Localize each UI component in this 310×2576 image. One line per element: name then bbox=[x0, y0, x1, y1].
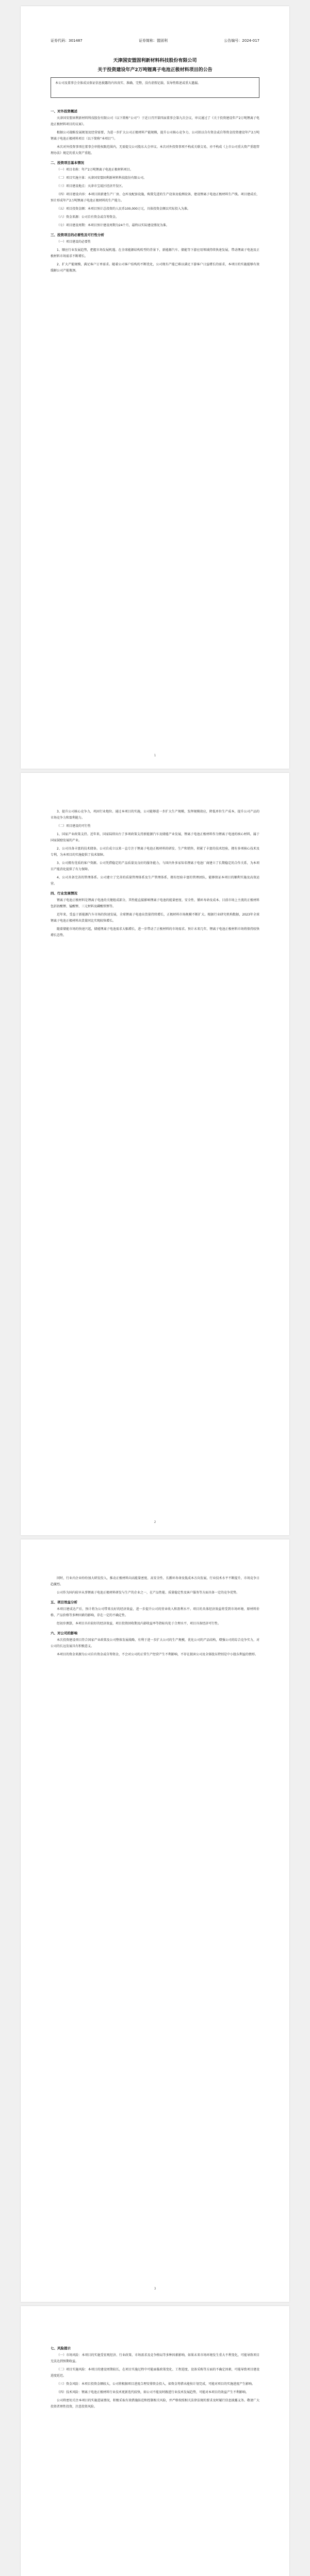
paragraph: 1、顺应行业发展趋势，把握市场发展机遇。在全球能源结构转型的背景下，新能源汽车、储能等下游应用领域持续快速发展，带动锂离子电池及正极材料市场需求不断增长。 bbox=[51, 248, 259, 258]
paragraph: 本项目建成达产后，预计将为公司带来良好的经济效益，进一步提升公司的营业收入和盈利水平。项目的具体经济效益将受到市场环境、原材料价格、产品价格等多种因素的影响，存在一定的不确定性。 bbox=[51, 1607, 259, 1617]
notice-number-value: 2024-017 bbox=[242, 39, 259, 43]
document-page-1 bbox=[21, 6, 289, 769]
paragraph: （二）项目建设的可行性 bbox=[57, 824, 91, 828]
section-heading: 二、投资项目基本情况 bbox=[51, 161, 84, 165]
page-4-body bbox=[51, 2342, 259, 2412]
paragraph: 本项目的资金来源为公司自有资金或自筹资金，不会对公司的正常生产经营产生不利影响，不存在损害公司及全体股东特别是中小股东利益的情形。 bbox=[57, 1653, 258, 1656]
paragraph: （七）项目建设周期：本项目预计建设周期为24个月，最终以实际建设情况为准。 bbox=[57, 224, 169, 227]
notice-number-label: 公告编号： bbox=[224, 39, 242, 43]
section-heading: 三、投资项目的必要性及可行性分析 bbox=[51, 233, 104, 237]
announcement-title: 关于投资建设年产2万吨锂离子电池正极材料项目的公告 bbox=[97, 67, 213, 73]
paragraph: （一）市场风险：本项目的实施受宏观经济、行业政策、市场需求及竞争格局等多种因素影响，如果未来市场环境发生重大不利变化，可能导致项目无法达到预期收益。 bbox=[51, 2353, 259, 2363]
section-heading: 六、对公司的影响 bbox=[51, 1631, 77, 1635]
notice-number bbox=[224, 38, 259, 46]
paragraph: 天津国安盟固利新材料科技股份有限公司（以下简称“公司”）于近日召开第四届董事会第九次会议，审议通过了《关于投资建设年产2万吨锂离子电池正极材料项目的议案》。 bbox=[51, 116, 259, 126]
paragraph: （四）项目建设内容：本项目拟新建生产厂房、仓库及配套设施，购置先进的生产设备及检测设备，建设锂离子电池正极材料生产线。项目建成后，预计形成年产2万吨锂离子电池正极材料的生产能力。 bbox=[51, 193, 259, 202]
disclaimer-box: 本公司及董事会全体成员保证信息披露的内容真实、准确、完整，没有虚假记载、误导性陈述或重大遗漏。 bbox=[51, 77, 259, 98]
stock-abbr-value: 盟固利 bbox=[157, 39, 168, 43]
paragraph: （四）技术风险：锂离子电池正极材料行业技术更新迭代较快，如公司不能及时跟进行业技术发展趋势，可能对本项目的效益产生不利影响。 bbox=[57, 2391, 249, 2394]
paragraph: 近年来，受益于新能源汽车市场的快速发展，全球锂离子电池出货量持续增长，正极材料市场规模不断扩大。根据行业研究机构数据，2023年全球锂离子电池正极材料出货量同比实现较快增长。 bbox=[51, 913, 259, 923]
document-page-3 bbox=[21, 1539, 289, 2302]
announcement-header bbox=[51, 38, 259, 46]
paragraph: （一）项目名称：年产2万吨锂离子电池正极材料项目。 bbox=[57, 168, 133, 172]
page-2-body bbox=[51, 809, 259, 941]
section-heading: 五、项目效益分析 bbox=[51, 1600, 77, 1604]
section-heading: 四、行业发展情况 bbox=[51, 891, 77, 895]
paragraph: 经初步测算，本项目具有较好的经济效益，项目投资回收期及内部收益率等指标均处于合理水平，项目具备经济可行性。 bbox=[57, 1622, 221, 1625]
paragraph: 锂离子电池正极材料是锂离子电池的关键组成部分，其性能直接影响锂离子电池的能量密度、安全性、循环寿命及成本。目前市场上主流的正极材料包括钴酸锂、锰酸锂、三元材料及磷酸铁锂等。 bbox=[51, 899, 259, 908]
page-3-body bbox=[51, 1575, 259, 1660]
stock-abbr bbox=[139, 38, 168, 46]
page-number: 3 bbox=[154, 2287, 156, 2291]
paragraph: （六）资金来源：公司自有资金或自筹资金。 bbox=[57, 215, 119, 219]
stock-code bbox=[51, 38, 83, 46]
paragraph: 同时，行业内企业纷纷加大研发投入，推动正极材料向高能量密度、高安全性、长循环寿命及低成本方向发展，行业技术水平不断提升，市场竞争日趋激烈。 bbox=[51, 1577, 259, 1586]
paragraph: 2、公司具备丰富的技术储备。公司自成立以来一直专注于锂离子电池正极材料的研发、生产和销售，积累了丰富的技术经验，拥有多项核心技术及专利，为本项目的实施提供了技术保障。 bbox=[51, 847, 259, 857]
company-title: 天津国安盟固利新材料科技股份有限公司 bbox=[113, 58, 197, 63]
stock-code-value: 301487 bbox=[69, 39, 83, 43]
paragraph: （一）项目建设的必要性 bbox=[57, 240, 91, 244]
paragraph: （二）项目实施主体：天津国安盟固利新材料科技股份有限公司。 bbox=[57, 176, 147, 180]
stock-code-label: 证券代码： bbox=[51, 39, 69, 43]
page-number: 1 bbox=[154, 754, 156, 757]
paragraph: 3、提升公司核心竞争力，巩固行业地位。通过本项目的实施，公司能够进一步扩大生产规模，发挥规模效应，降低单位生产成本，提升公司产品的市场竞争力和盈利能力。 bbox=[51, 810, 259, 820]
paragraph: 4、公司具备完善的管理体系。公司建立了完善的质量管理体系及生产管理体系，拥有经验丰富的管理团队，能够保证本项目的顺利实施及高效运营。 bbox=[51, 876, 259, 886]
paragraph: （三）项目建设地点：天津市宝坻区经济开发区。 bbox=[57, 184, 125, 188]
paragraph: 根据公司战略发展规划及经营需要，为进一步扩大公司正极材料产能规模，提升公司核心竞争力，公司拟以自有资金或自筹资金投资建设年产2万吨锂离子电池正极材料项目（以下简称“本项目”）。 bbox=[51, 131, 259, 141]
stock-abbr-label: 证券简称： bbox=[139, 39, 157, 43]
page-number: 2 bbox=[154, 1520, 156, 1524]
paragraph: 随着储能市场的快速兴起，储能锂离子电池需求大幅增长，进一步带动了正极材料的市场需求。预计未来几年，锂离子电池正极材料市场将保持较快增长态势。 bbox=[51, 927, 259, 937]
paragraph: 2、扩大产能规模，满足客户订单需求。随着公司客户结构的不断优化，公司现有产能已难以满足下游客户日益增长的需求，本项目的实施能够有效缓解公司产能瓶颈。 bbox=[51, 263, 259, 273]
paragraph: 1、国家产业政策支持。近年来，国家陆续出台了多项政策支持新能源汽车及储能产业发展，锂离子电池正极材料作为锂离子电池的核心材料，属于国家鼓励发展的产业。 bbox=[51, 833, 259, 842]
document-page-2 bbox=[21, 773, 289, 1535]
paragraph: （五）项目投资金额：本项目预计总投资约人民币100,000万元，具体投资金额以实际投入为准。 bbox=[57, 207, 190, 211]
paragraph: （二）项目实施风险：本项目的建设周期较长，在项目实施过程中可能面临政策变化、工程进度、设备采购等方面的不确定因素，可能导致项目建设进度延迟。 bbox=[51, 2368, 259, 2378]
document-page-4 bbox=[21, 2306, 289, 2576]
paragraph: 3、公司拥有优质的客户资源。公司凭借稳定的产品质量及良好的服务能力，与国内外多家知名锂离子电池厂商建立了长期稳定的合作关系，为本项目产能消化提供了有力保障。 bbox=[51, 861, 259, 871]
paragraph: 本次投资建设项目符合国家产业政策及公司整体发展战略，有利于进一步扩大公司的生产规模，优化公司的产品结构，增强公司的综合竞争实力，对公司的长远发展具有积极意义。 bbox=[51, 1638, 259, 1648]
paragraph: 公司作为国内较早从事锂离子电池正极材料研发与生产的企业之一，在产品性能、质量稳定性及客户服务等方面具备一定的竞争优势。 bbox=[57, 1591, 240, 1595]
section-heading: 七、风险提示 bbox=[51, 2346, 71, 2350]
paragraph: 公司将密切关注本项目的实施进展情况，积极采取有效措施防范和控制相关风险，并严格按照相关法律法规的要求及时履行信息披露义务。敬请广大投资者理性投资，注意投资风险。 bbox=[51, 2399, 259, 2409]
section-heading: 一、对外投资概述 bbox=[51, 109, 77, 113]
paragraph: 本次对外投资事项在董事会审批权限范围内，无需提交公司股东大会审议。本次对外投资事项不构成关联交易，亦不构成《上市公司重大资产重组管理办法》规定的重大资产重组。 bbox=[51, 145, 259, 155]
paragraph: （三）资金风险：本项目投资金额较大，公司将根据项目进度合理安排资金投入，如资金筹措未能按计划完成，可能对项目的实施进度产生影响。 bbox=[57, 2382, 255, 2386]
page-1-body bbox=[51, 105, 259, 276]
